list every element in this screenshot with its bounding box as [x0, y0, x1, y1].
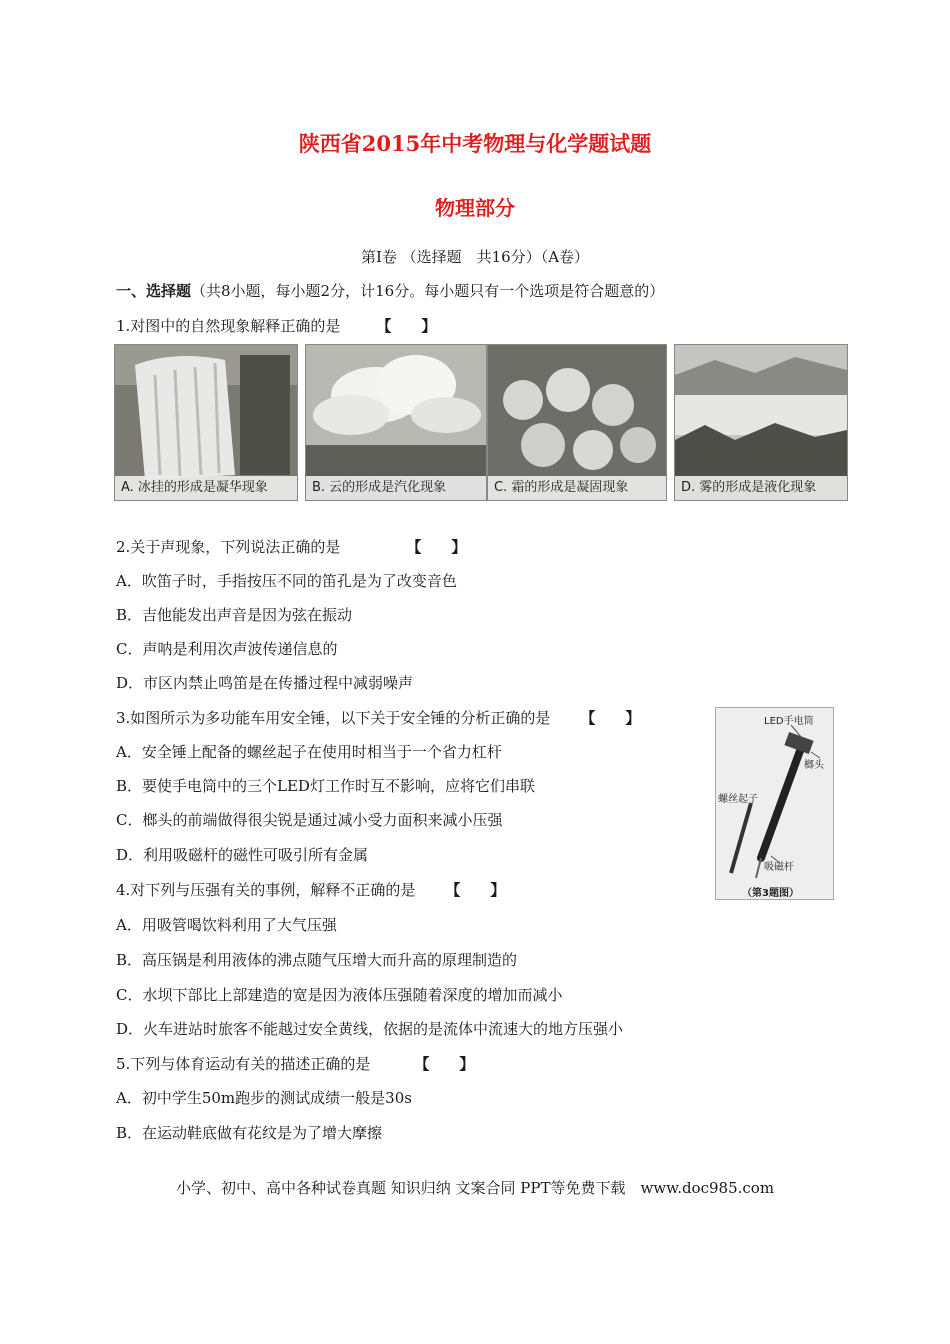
question-stem: 1.对图中的自然现象解释正确的是 [116, 317, 341, 335]
option: D．利用吸磁杆的磁性可吸引所有金属 [116, 846, 369, 864]
option: A．用吸管喝饮料利用了大气压强 [116, 916, 337, 934]
page-title: 陕西省2015年中考物理与化学题试题 [298, 131, 652, 156]
option: A．吹笛子时，手指按压不同的笛孔是为了改变音色 [116, 572, 457, 590]
figure-label: 螺丝起子 [718, 794, 758, 805]
page-footer: 小学、初中、高中各种试卷真题 知识归纳 文案合同 PPT等免费下载 www.doc985.com [175, 1179, 775, 1197]
part-description: （共8小题，每小题2分，计16分。每小题只有一个选项是符合题意的） [191, 282, 665, 300]
question-stem: 5.下列与体育运动有关的描述正确的是 [116, 1055, 371, 1073]
option: D．火车进站时旅客不能越过安全黄线，依据的是流体中流速大的地方压强小 [116, 1020, 624, 1038]
question-stem: 4.对下列与压强有关的事例，解释不正确的是 [116, 881, 416, 899]
option: C．榔头的前端做得很尖锐是通过减小受力面积来减小压强 [116, 811, 503, 829]
option: B．要使手电筒中的三个LED灯工作时互不影响，应将它们串联 [116, 777, 535, 795]
page-subtitle: 物理部分 [435, 196, 515, 220]
question-2-stem [116, 536, 466, 557]
option: C．声呐是利用次声波传递信息的 [116, 640, 338, 658]
question-stem: 2.关于声现象，下列说法正确的是 [116, 538, 341, 556]
answer-bracket: 【 】 [376, 317, 437, 335]
answer-bracket: 【 】 [406, 538, 467, 556]
photo-icicle [114, 344, 298, 501]
photo-caption: B. 云的形成是汽化现象 [306, 476, 486, 500]
safety-hammer-figure [715, 707, 834, 900]
option: B．高压锅是利用液体的沸点随气压增大而升高的原理制造的 [116, 951, 518, 969]
question-4-stem [116, 879, 505, 900]
photo-caption: C. 霜的形成是凝固现象 [488, 476, 666, 500]
option: D．市区内禁止鸣笛是在传播过程中减弱噪声 [116, 674, 414, 692]
answer-bracket: 【 】 [445, 881, 506, 899]
section-info: 第Ⅰ卷 （选择题 共16分）（A卷） [360, 248, 590, 266]
question-stem: 3.如图所示为多功能车用安全锤，以下关于安全锤的分析正确的是 [116, 709, 551, 727]
part-heading: 一、选择题 [116, 282, 192, 300]
option: B．在运动鞋底做有花纹是为了增大摩擦 [116, 1124, 383, 1142]
figure-label: LED手电筒 [764, 716, 814, 727]
figure-caption: （第3题图） [742, 888, 799, 899]
figure-label: 吸磁杆 [764, 862, 794, 873]
option: C．水坝下部比上部建造的宽是因为液体压强随着深度的增加而减小 [116, 986, 563, 1004]
photo-cloud [305, 344, 487, 501]
photo-frost [487, 344, 667, 501]
question-3-stem [116, 707, 640, 728]
question-5-stem [116, 1053, 474, 1074]
question-1-stem [116, 315, 436, 336]
figure-label: 榔头 [804, 760, 824, 771]
option: B．吉他能发出声音是因为弦在振动 [116, 606, 353, 624]
answer-bracket: 【 】 [580, 709, 641, 727]
photo-caption: A. 冰挂的形成是凝华现象 [115, 476, 297, 500]
part-heading-line [116, 280, 664, 301]
photo-caption: D. 雾的形成是液化现象 [675, 476, 847, 500]
answer-bracket: 【 】 [414, 1055, 475, 1073]
option: A．初中学生50m跑步的测试成绩一般是30s [116, 1089, 412, 1107]
option: A．安全锤上配备的螺丝起子在使用时相当于一个省力杠杆 [116, 743, 502, 761]
photo-fog [674, 344, 848, 501]
